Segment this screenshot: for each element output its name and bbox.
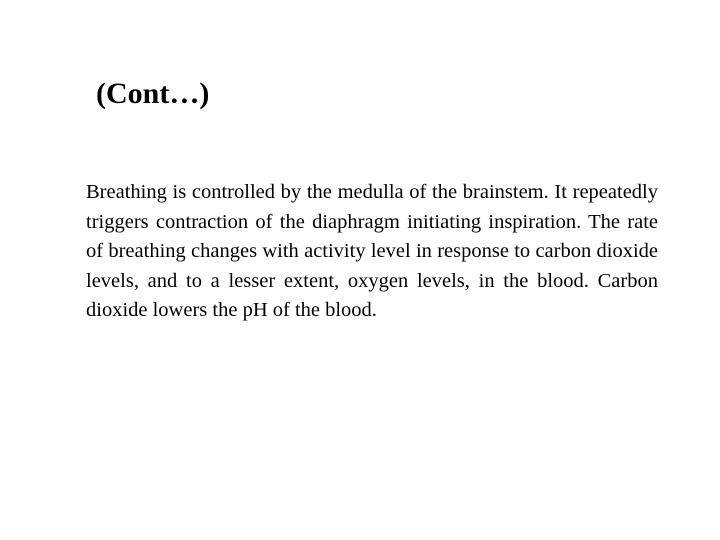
slide-body-text: Breathing is controlled by the medulla of the brainstem. It repeatedly triggers contraction of the diaphragm initiating inspiration. The rate of breathing changes with activity level in response to carbon dioxide levels, and to a lesser extent, oxygen levels, in the blood. Carbon dioxide lowers the pH of the blood. [86, 181, 658, 321]
slide-title: (Cont…) [96, 77, 210, 110]
